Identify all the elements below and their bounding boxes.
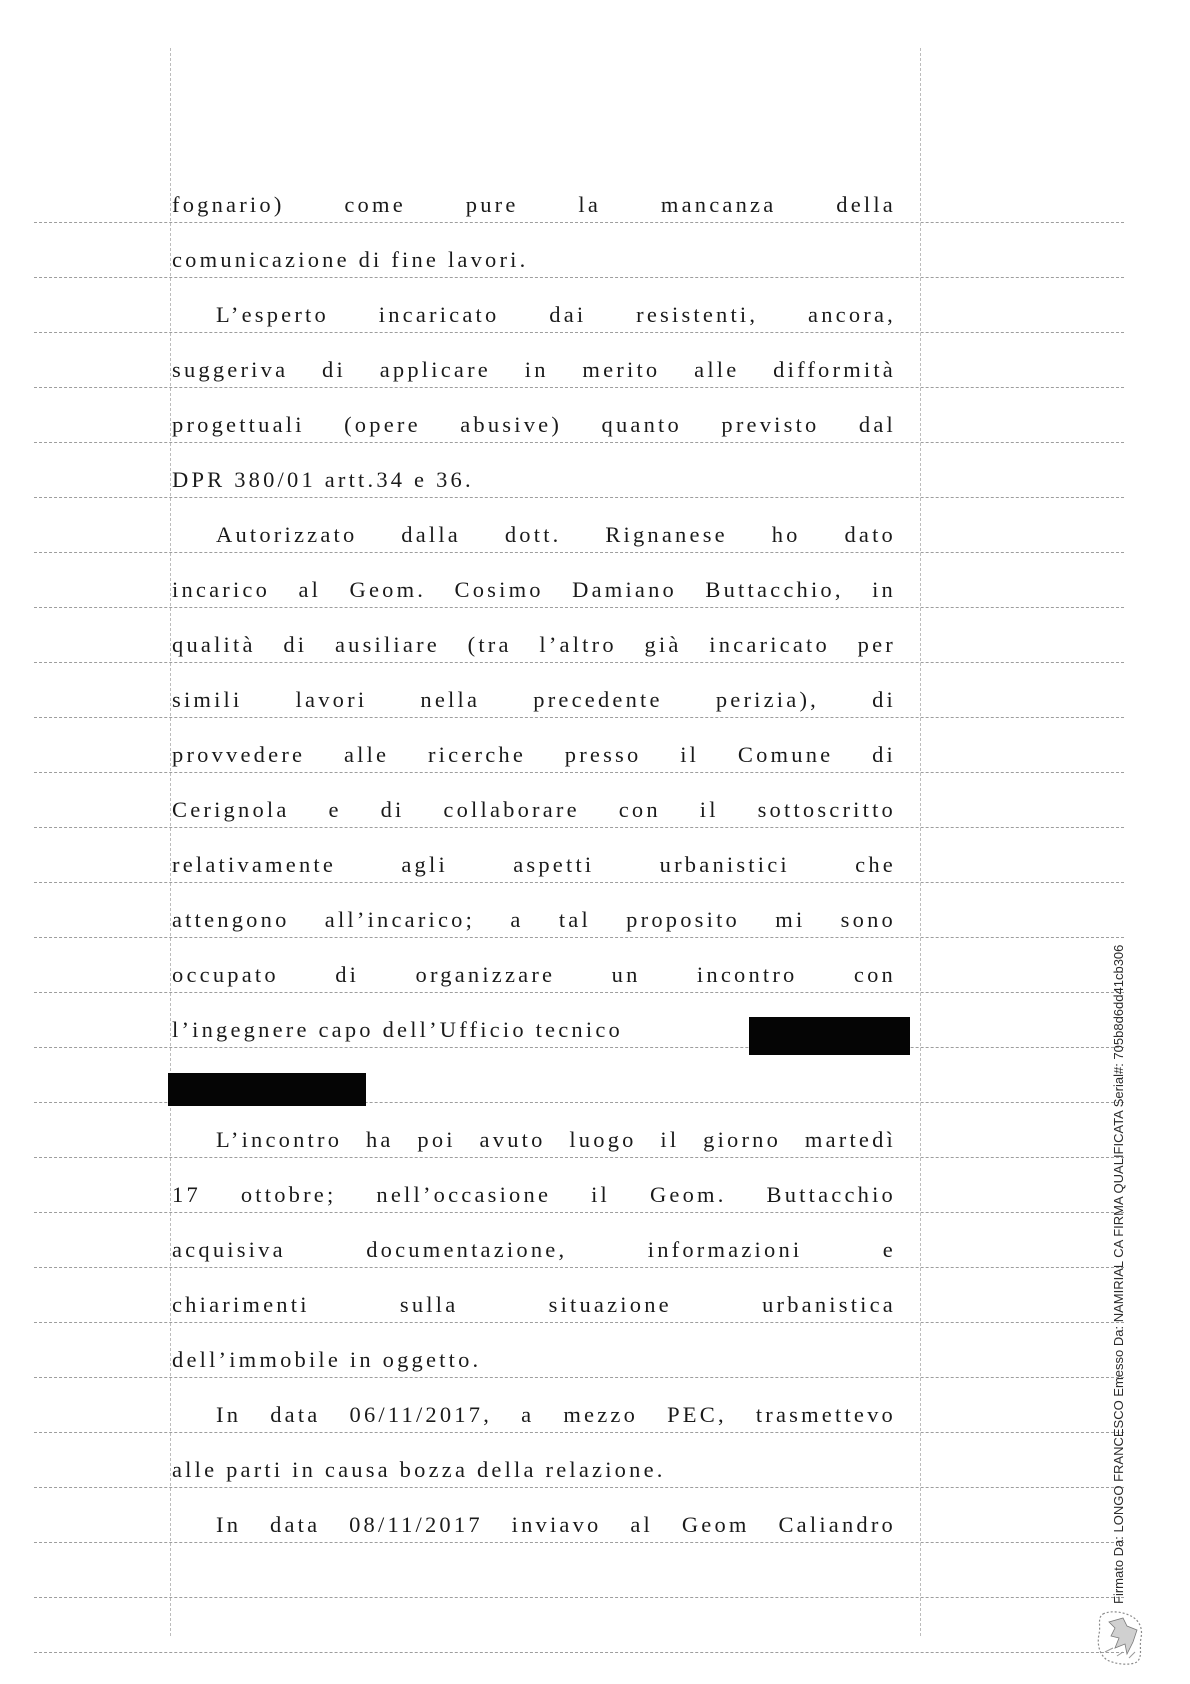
- ruled-line: [34, 1542, 1124, 1543]
- ruled-line: [34, 1322, 1124, 1323]
- ruled-line: [34, 992, 1124, 993]
- redaction-box: [749, 1017, 910, 1055]
- redaction-box: [168, 1073, 366, 1106]
- ruled-line: [34, 1212, 1124, 1213]
- margin-line: [170, 48, 171, 1636]
- text-line: dell’immobile in oggetto.: [172, 1347, 482, 1372]
- text-line: fognario) come pure la mancanza della: [172, 192, 896, 217]
- ruled-line: [34, 607, 1124, 608]
- text-line: simili lavori nella precedente perizia), di: [172, 687, 896, 712]
- ruled-line: [34, 772, 1124, 773]
- ruled-line: [34, 1267, 1124, 1268]
- text-line: incarico al Geom. Cosimo Damiano Buttacchio, in: [172, 577, 896, 602]
- ruled-line: [34, 497, 1124, 498]
- ruled-line: [34, 937, 1124, 938]
- text-line: alle parti in causa bozza della relazione.: [172, 1457, 666, 1482]
- text-line: suggeriva di applicare in merito alle difformità: [172, 357, 896, 382]
- text-line: comunicazione di fine lavori.: [172, 247, 529, 272]
- text-line: chiarimenti sulla situazione urbanistica: [172, 1292, 896, 1317]
- text-line: L’esperto incaricato dai resistenti, ancora,: [216, 302, 896, 327]
- margin-line: [920, 48, 921, 1636]
- text-line: acquisiva documentazione, informazioni e: [172, 1237, 896, 1262]
- ruled-line: [34, 1652, 1124, 1653]
- ruled-line: [34, 222, 1124, 223]
- digital-signature-text: Firmato Da: LONGO FRANCESCO Emesso Da: NAMIRIAL CA FIRMA QUALIFICATA Serial#: 705b8d6dd41cb306: [1111, 944, 1126, 1604]
- ruled-line: [34, 442, 1124, 443]
- text-line: attengono all’incarico; a tal proposito mi sono: [172, 907, 896, 932]
- text-line: In data 08/11/2017 inviavo al Geom Caliandro: [216, 1512, 896, 1537]
- text-line: Autorizzato dalla dott. Rignanese ho dato: [216, 522, 896, 547]
- ruled-line: [34, 1432, 1124, 1433]
- signature-stamp-icon: [1093, 1608, 1149, 1666]
- ruled-line: [34, 1597, 1124, 1598]
- text-line: occupato di organizzare un incontro con: [172, 962, 896, 987]
- text-line: relativamente agli aspetti urbanistici che: [172, 852, 896, 877]
- ruled-line: [34, 662, 1124, 663]
- ruled-line: [34, 1047, 1124, 1048]
- text-line: l’ingegnere capo dell’Ufficio tecnico: [172, 1017, 623, 1042]
- ruled-line: [34, 387, 1124, 388]
- text-line: progettuali (opere abusive) quanto previsto dal: [172, 412, 896, 437]
- text-line: qualità di ausiliare (tra l’altro già incaricato per: [172, 632, 896, 657]
- ruled-line: [34, 717, 1124, 718]
- ruled-line: [34, 277, 1124, 278]
- ruled-line: [34, 1377, 1124, 1378]
- ruled-line: [34, 827, 1124, 828]
- ruled-line: [34, 1157, 1124, 1158]
- text-line: Cerignola e di collaborare con il sottoscritto: [172, 797, 896, 822]
- ruled-line: [34, 1487, 1124, 1488]
- text-line: In data 06/11/2017, a mezzo PEC, trasmettevo: [216, 1402, 896, 1427]
- text-line: 17 ottobre; nell’occasione il Geom. Buttacchio: [172, 1182, 896, 1207]
- ruled-line: [34, 332, 1124, 333]
- ruled-line: [34, 882, 1124, 883]
- text-line: L’incontro ha poi avuto luogo il giorno martedì: [216, 1127, 896, 1152]
- ruled-line: [34, 552, 1124, 553]
- text-line: provvedere alle ricerche presso il Comune di: [172, 742, 896, 767]
- text-line: DPR 380/01 artt.34 e 36.: [172, 467, 474, 492]
